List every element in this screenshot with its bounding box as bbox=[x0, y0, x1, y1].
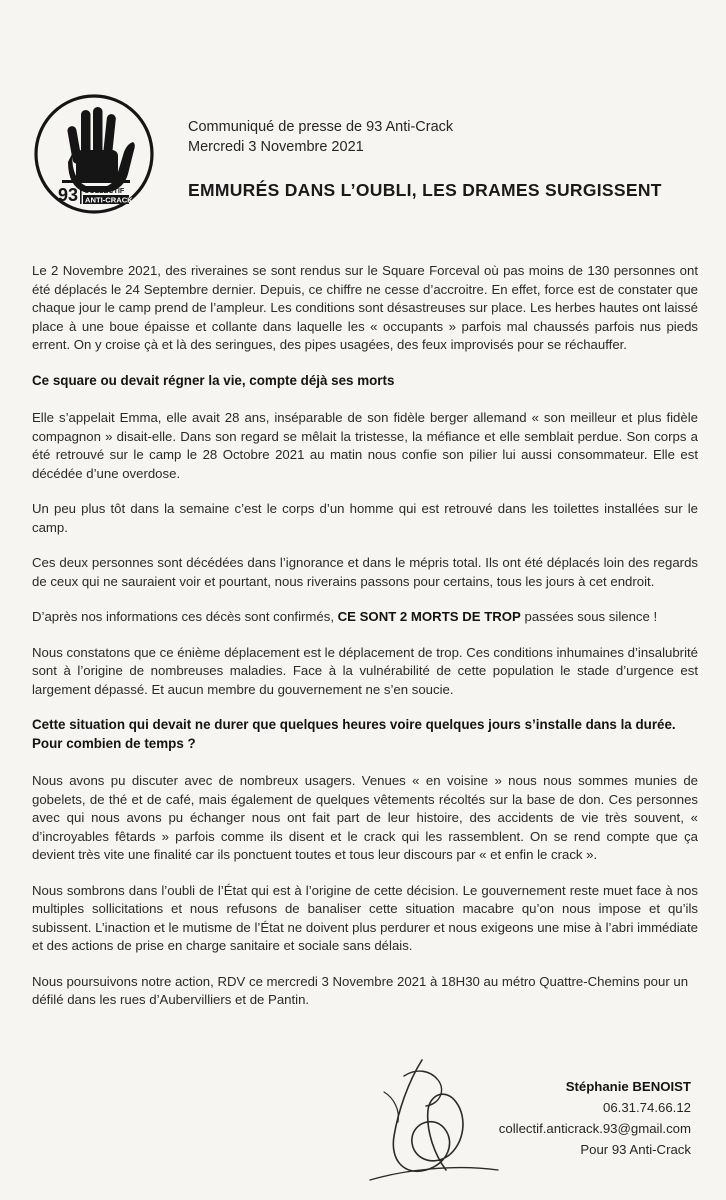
confirmation-text: D’après nos informations ces décès sont confirmés, bbox=[32, 609, 338, 624]
logo-line-2: ANTI-CRACK bbox=[85, 195, 133, 205]
logo-number: 93 bbox=[58, 185, 79, 205]
paragraph-action: Nous poursuivons notre action, RDV ce mercredi 3 Novembre 2021 à 18H30 au métro Quattre-Chemins pour un défilé dans les rues d’Aubervilliers et de Pantin. bbox=[32, 973, 689, 1007]
paragraph-intro: Le 2 Novembre 2021, des riveraines se sont rendus sur le Square Forceval où pas moins de 130 personnes ont été déplacés le 24 Septembre dernier. Depuis, ce chiffre ne cesse d’accroitre. En effet, force est de constater que chaque jour le camp prend de l’ampleur. Les conditions sont désastreuses sur place. Les herbes hautes ont laissé place à une boue épaisse et collante dans laquelle les « occupants » parfois mal chaussés parfois nus pieds errent. On y croise çà et là des seringues, des pipes usagées, des feux improvisés pour se réchauffer. bbox=[32, 263, 698, 352]
confirmation-emphasis: CE SONT 2 MORTS DE TROP bbox=[337, 609, 521, 624]
paragraph-man: Un peu plus tôt dans la semaine c’est le corps d’un homme qui est retrouvé dans les toilettes installées sur le camp. bbox=[32, 501, 698, 535]
confirmation-end: passées sous silence ! bbox=[520, 609, 658, 624]
signature-block bbox=[499, 1076, 691, 1160]
paragraph-ignorance: Ces deux personnes sont décédées dans l’ignorance et dans le mépris total. Ils ont été déplacés loin des regards de ceux qui ne sauraient voir et pourtant, nous riverains passons pour certains, tous les jours à cet endroit. bbox=[32, 555, 698, 589]
handwritten-signature bbox=[364, 1052, 504, 1187]
signatory-organisation: Pour 93 Anti-Crack bbox=[580, 1142, 691, 1157]
signatory-name: Stéphanie BENOIST bbox=[565, 1079, 691, 1094]
page-title: EMMURÉS DANS L’OUBLI, LES DRAMES SURGISSENT bbox=[188, 180, 662, 200]
signatory-email: collectif.anticrack.93@gmail.com bbox=[498, 1121, 691, 1136]
release-body bbox=[32, 262, 698, 1027]
raised-hand-icon bbox=[67, 107, 135, 192]
collectif-93-anti-crack-logo bbox=[32, 92, 156, 216]
paragraph-conditions: Nous constatons que ce énième déplacement est le déplacement de trop. Ces conditions inhumaines d’insalubrité sont à l’origine de nombreuses maladies. Face à la vulnérabilité de cette population le stade d’urgence est largement dépassé. Et aucun membre du gouvernement ne s’en soucie. bbox=[32, 644, 698, 697]
paragraph-users: Nous avons pu discuter avec de nombreux usagers. Venues « en voisine » nous nous sommes munies de gobelets, de thé et de café, mais également de quelques vêtements récoltés sur la base de don. Ces personnes avec qui nous avons pu échanger nous ont fait part de leur histoire, des accidents de vie très souvent, « d’incroyables fêtards » parfois comme ils disent et le crack qui les rassemblent. On se rend compte que ça devient très vite une finalité car ils ponctuent toutes et tous leur discours par « et enfin le crack ». bbox=[32, 773, 698, 862]
logo-line-1: COLLECTIF bbox=[84, 186, 125, 195]
paragraph-confirmation bbox=[32, 608, 698, 627]
signatory-phone: 06.31.74.66.12 bbox=[603, 1100, 691, 1115]
paragraph-state: Nous sombrons dans l’oubli de l’État qui est à l’origine de cette décision. Le gouvernement reste muet face à nos multiples sollicitations et nous refusons de banaliser cette situation macabre qu’on nous impose et qu’ils subissent. L’inaction et le mutisme de l’État ne doivent plus perdurer et nous exigeons une mise à l’abri immédiate et des actions de prise en charge sanitaire et sociale sans délais. bbox=[32, 882, 698, 953]
paragraph-emma: Elle s’appelait Emma, elle avait 28 ans, inséparable de son fidèle berger allemand « son meilleur et plus fidèle compagnon » disait-elle. Dans son regard se mêlait la tristesse, la méfiance et elle semblait perdue. Son corps a été retrouvé sur le camp le 28 Octobre 2021 au matin nous confie son pilier lui aussi consommateur. Elle est décédée d’une overdose. bbox=[32, 410, 698, 481]
section-heading-deaths: Ce square ou devait régner la vie, compte déjà ses morts bbox=[32, 372, 395, 388]
release-date: Mercredi 3 Novembre 2021 bbox=[188, 139, 364, 155]
section-heading-duration: Cette situation qui devait ne durer que quelques heures voire quelques jours s’installe dans la durée. Pour combien de temps ? bbox=[32, 717, 676, 751]
release-header bbox=[188, 117, 453, 157]
release-source: Communiqué de presse de 93 Anti-Crack bbox=[188, 119, 454, 135]
